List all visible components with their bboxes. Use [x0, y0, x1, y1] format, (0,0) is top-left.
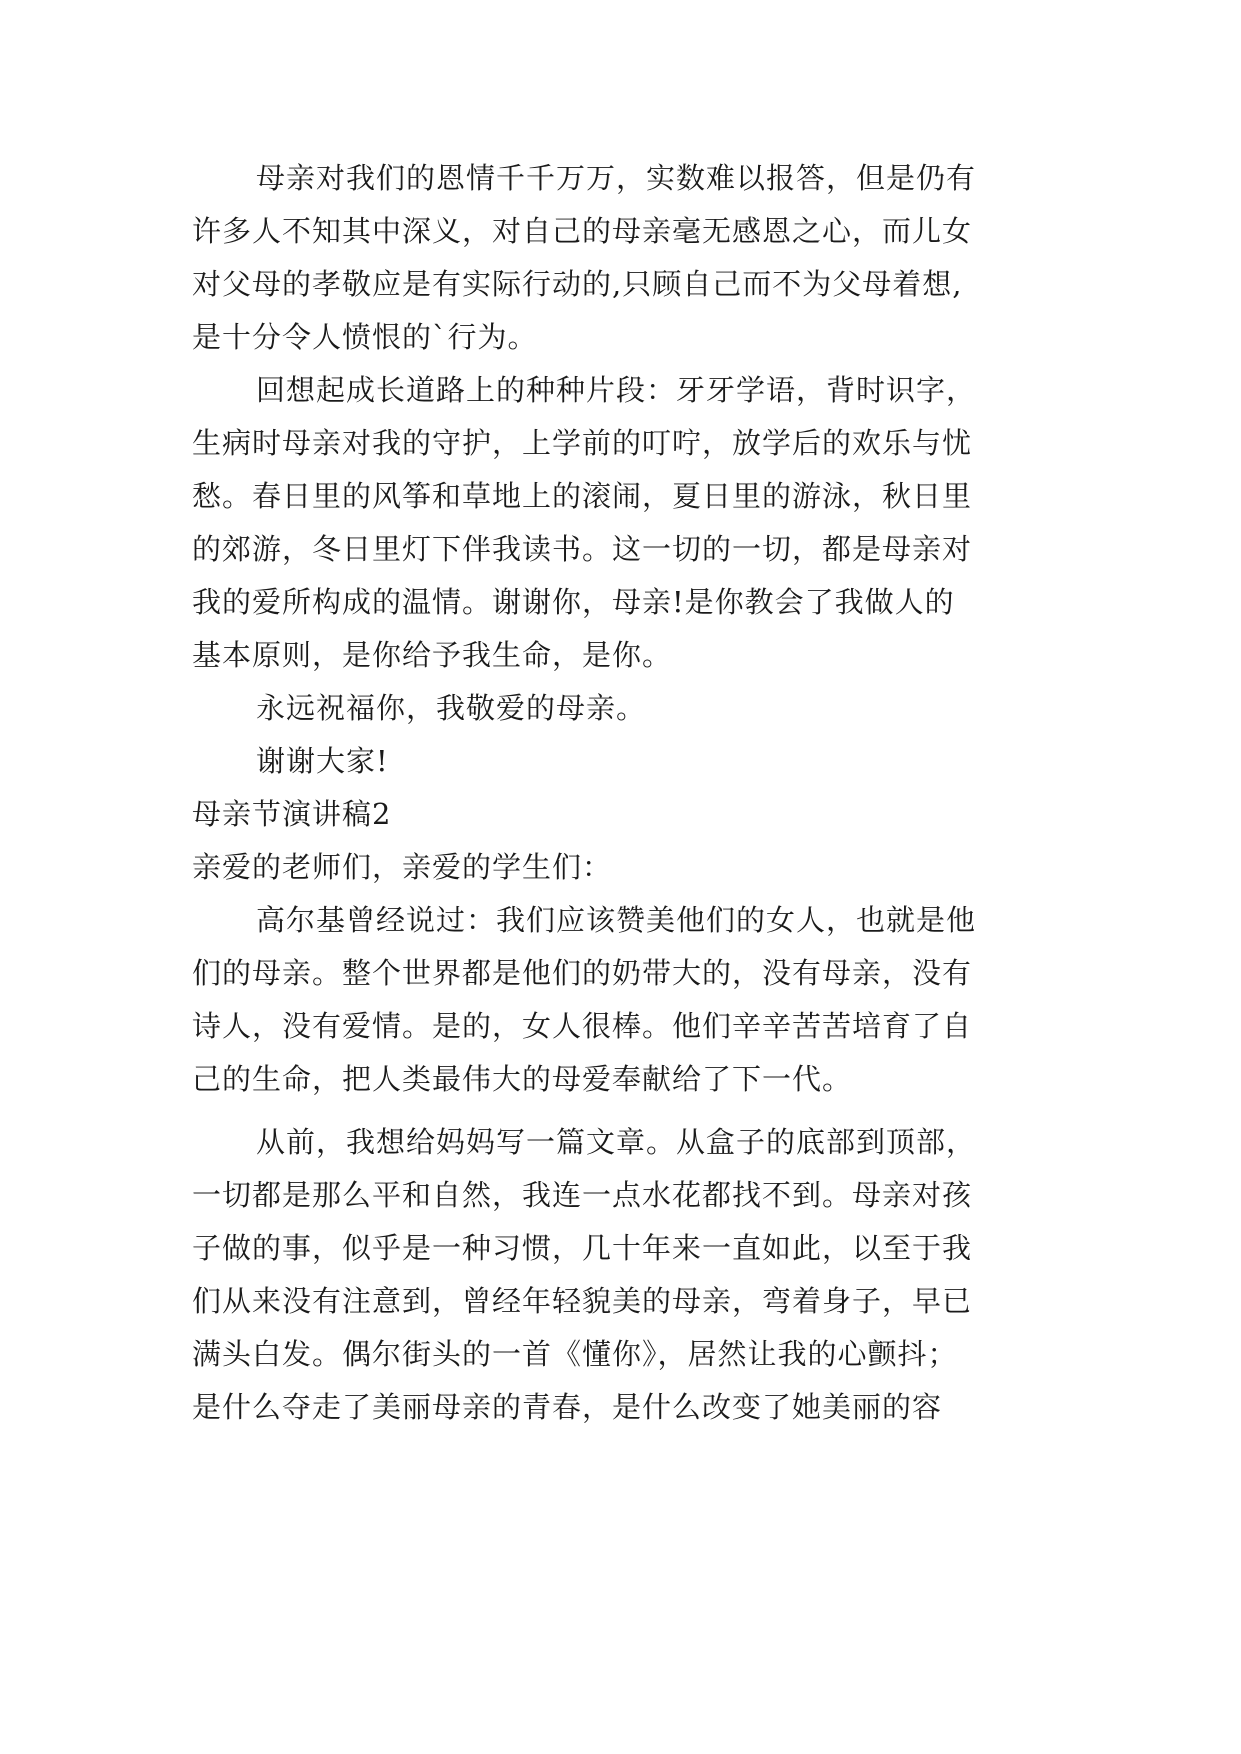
paragraph-line: 诗人，没有爱情。是的，女人很棒。他们辛辛苦苦培育了自: [192, 1009, 973, 1043]
paragraph-line: 子做的事，似乎是一种习惯，几十年来一直如此，以至于我: [192, 1231, 973, 1265]
paragraph-line: 谢谢大家!: [256, 744, 389, 778]
paragraph-line: 基本原则，是你给予我生命，是你。: [192, 638, 673, 672]
paragraph-line: 我的爱所构成的温情。谢谢你，母亲!是你教会了我做人的: [192, 585, 955, 619]
paragraph-line: 生病时母亲对我的守护，上学前的叮咛，放学后的欢乐与忧: [192, 426, 973, 460]
paragraph-line: 一切都是那么平和自然，我连一点水花都找不到。母亲对孩: [192, 1178, 973, 1212]
paragraph-line: 从前，我想给妈妈写一篇文章。从盒子的底部到顶部，: [256, 1125, 977, 1159]
paragraph-line: 的郊游，冬日里灯下伴我读书。这一切的一切，都是母亲对: [192, 532, 973, 566]
paragraph-line: 母亲对我们的恩情千千万万，实数难以报答，但是仍有: [256, 161, 977, 195]
paragraph-line: 对父母的孝敬应是有实际行动的,只顾自己而不为父母着想,: [192, 267, 963, 301]
section-heading: 母亲节演讲稿2: [192, 797, 392, 831]
paragraph-line: 高尔基曾经说过：我们应该赞美他们的女人，也就是他: [256, 903, 977, 937]
paragraph-line: 许多人不知其中深义，对自己的母亲毫无感恩之心，而儿女: [192, 214, 973, 248]
paragraph-line: 己的生命，把人类最伟大的母爱奉献给了下一代。: [192, 1062, 853, 1096]
paragraph-line: 永远祝福你，我敬爱的母亲。: [256, 691, 647, 725]
paragraph-line: 满头白发。偶尔街头的一首《懂你》，居然让我的心颤抖；: [192, 1337, 958, 1371]
paragraph-line: 们从来没有注意到，曾经年轻貌美的母亲，弯着身子，早已: [192, 1284, 973, 1318]
paragraph-line: 是十分令人愤恨的`行为。: [192, 320, 538, 354]
paragraph-line: 回想起成长道路上的种种片段：牙牙学语，背时识字，: [256, 373, 977, 407]
paragraph-line: 们的母亲。整个世界都是他们的奶带大的，没有母亲，没有: [192, 956, 973, 990]
salutation-line: 亲爱的老师们，亲爱的学生们：: [192, 850, 613, 884]
paragraph-line: 是什么夺走了美丽母亲的青春，是什么改变了她美丽的容: [192, 1390, 943, 1424]
paragraph-line: 愁。春日里的风筝和草地上的滚闹，夏日里的游泳，秋日里: [192, 479, 973, 513]
